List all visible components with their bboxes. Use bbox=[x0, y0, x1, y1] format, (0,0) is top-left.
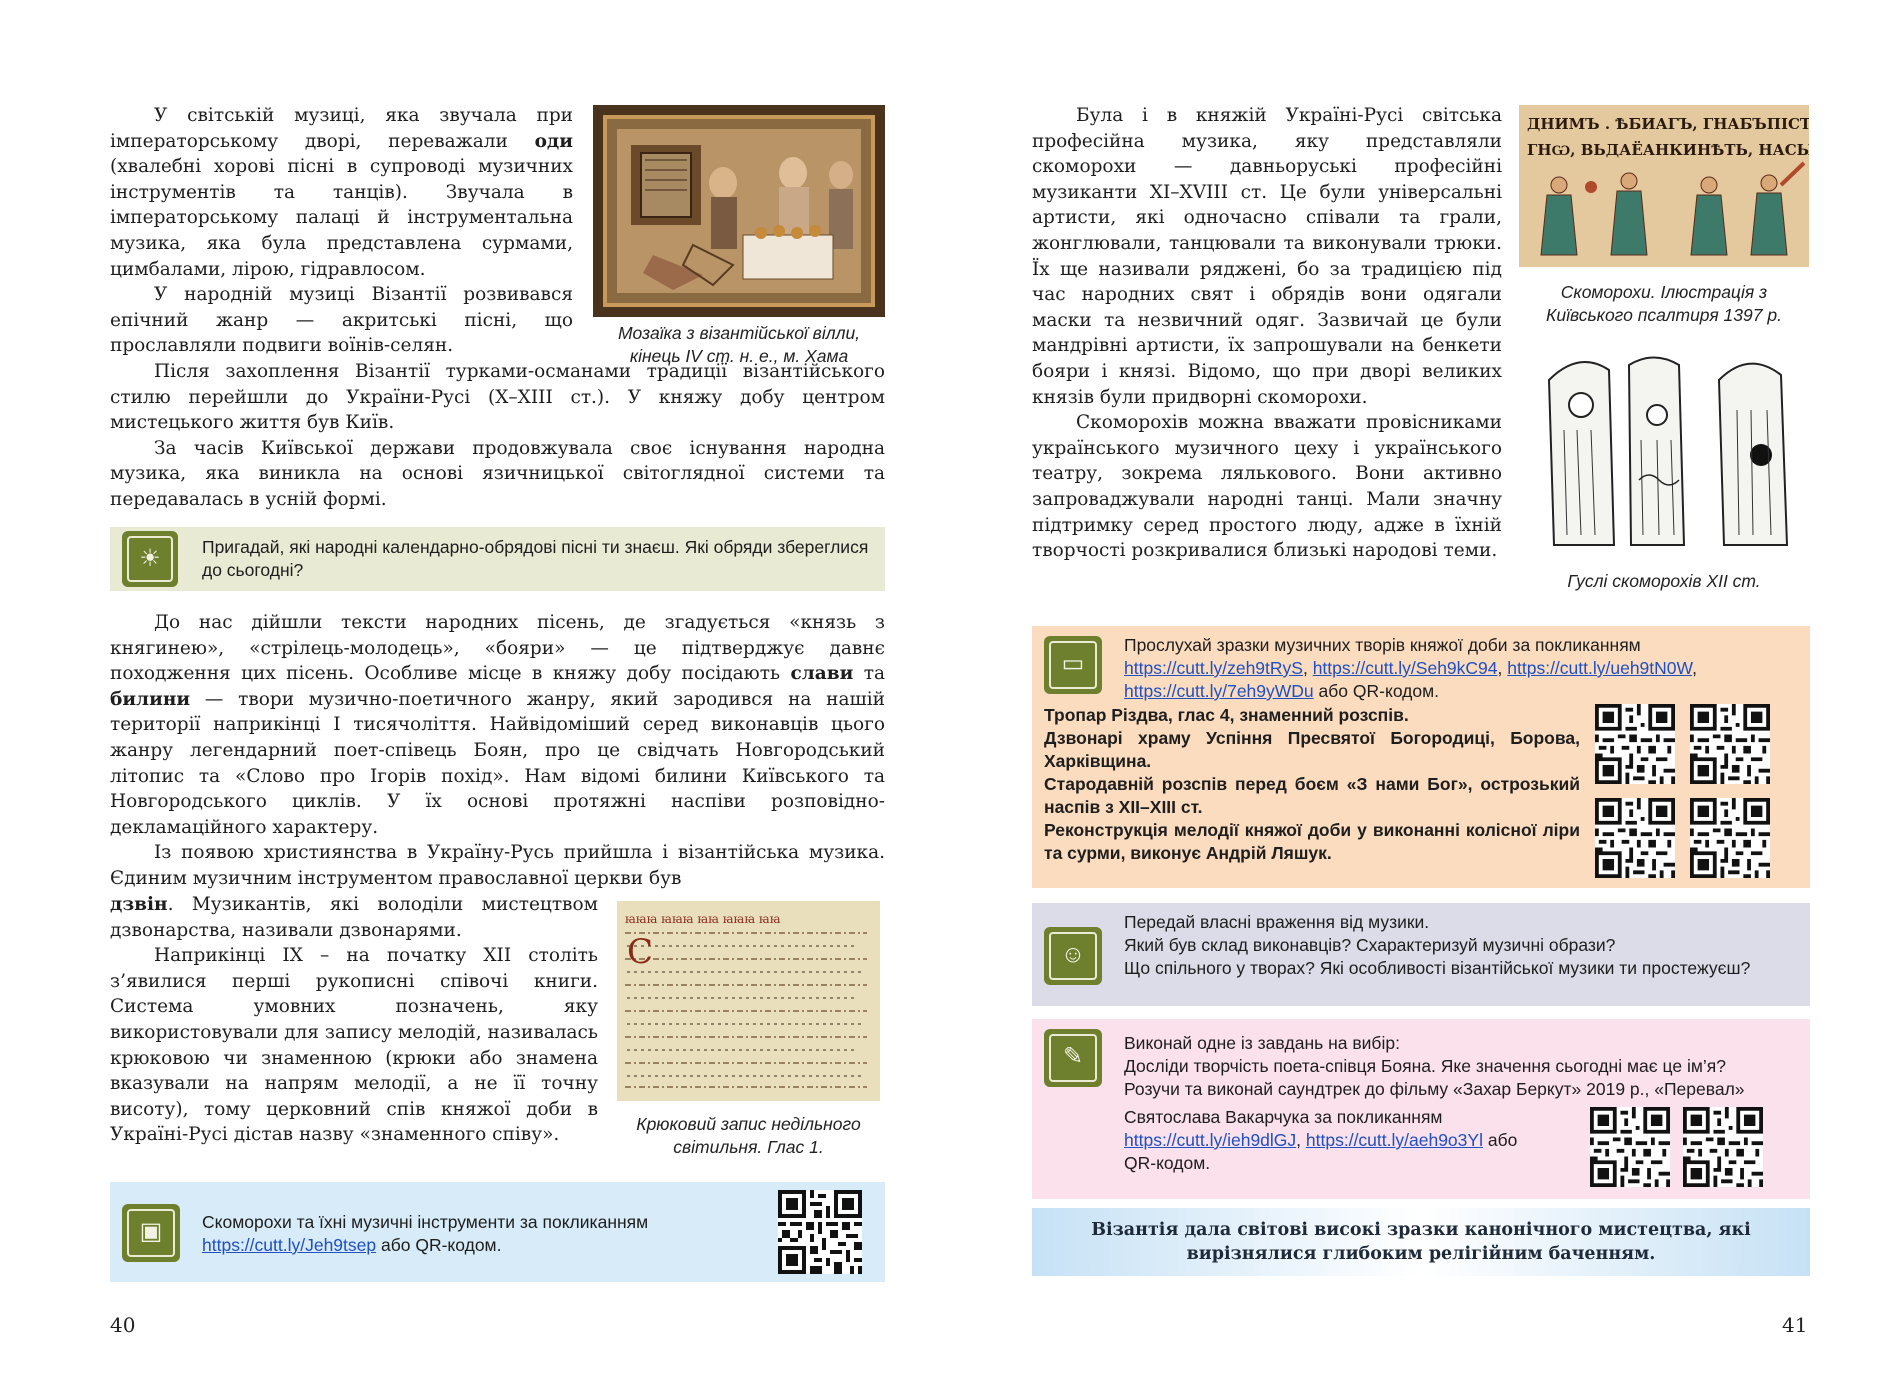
impressions-text bbox=[1124, 911, 1794, 980]
task-item: Досліди творчість поета-співця Бояна. Яке значення сьогодні має це ім’я? bbox=[1124, 1056, 1726, 1076]
task-link-2[interactable]: https://cutt.ly/aeh9o3Yl bbox=[1305, 1130, 1483, 1150]
pencil-task-icon: ✎ bbox=[1044, 1029, 1102, 1087]
laptop-icon: ▭ bbox=[1044, 636, 1102, 694]
qr-code[interactable] bbox=[1595, 798, 1675, 878]
mosaic-image bbox=[593, 105, 885, 317]
listen-link[interactable]: https://cutt.ly/Jeh9tsep bbox=[202, 1235, 377, 1255]
paragraph: дзвін. Музикантів, які володіли мистецтвом дзвонарства, називали дзвонарями. bbox=[110, 894, 598, 941]
recall-box bbox=[110, 527, 885, 591]
link-3[interactable]: https://cutt.ly/ueh9tN0W bbox=[1507, 658, 1693, 678]
listen-box bbox=[110, 1182, 885, 1282]
conclusion-text: Візантія дала світові високі зразки канонічного мистецтва, які вирізнялися глибоким релігійним баченням. bbox=[1091, 1220, 1751, 1264]
right-text-block bbox=[1032, 103, 1502, 564]
svg-text:ГНѠ, ВЬДАЁАНКИНѢТЬ, НАСЫ: ГНѠ, ВЬДАЁАНКИНѢТЬ, НАСЫ bbox=[1527, 141, 1809, 159]
group-discussion-icon: ☺ bbox=[1044, 927, 1102, 985]
task-item: Розучи та виконай саундтрек до фільму «Захар Беркут» 2019 р., «Перевал» bbox=[1124, 1079, 1745, 1099]
lightbulb-head-icon: ☀ bbox=[122, 531, 178, 587]
task-link-1[interactable]: https://cutt.ly/ieh9dlGJ bbox=[1124, 1130, 1297, 1150]
impressions-box bbox=[1032, 903, 1810, 1006]
page-number: 40 bbox=[110, 1313, 136, 1337]
task-links: Святослава Вакарчука за покликанням https://cutt.ly/ieh9dlGJ, https://cutt.ly/aeh9o3Yl або QR-кодом. bbox=[1124, 1107, 1518, 1173]
svg-text:ꙗꙗꙗ ꙗꙗꙗ ꙗꙗ ꙗꙗꙗ ꙗꙗ: ꙗꙗꙗ ꙗꙗꙗ ꙗꙗ ꙗꙗꙗ ꙗꙗ bbox=[625, 912, 781, 926]
link-1[interactable]: https://cutt.ly/zeh9tRyS bbox=[1124, 658, 1303, 678]
manuscript-image bbox=[617, 901, 880, 1101]
svg-text:С: С bbox=[627, 932, 654, 972]
task-intro: Виконай одне із завдань на вибір: bbox=[1124, 1033, 1400, 1053]
link-2[interactable]: https://cutt.ly/Seh9kC94 bbox=[1312, 658, 1498, 678]
impression-line: Передай власні враження від музики. bbox=[1124, 912, 1430, 932]
track-item: Дзвонарі храму Успіння Пресвятої Богородиці, Борова, Харківщина. bbox=[1044, 728, 1580, 771]
left-text-block-4 bbox=[110, 892, 598, 1148]
mosaic-caption: Мозаїка з візантійської вілли, кінець IV ст. н. е., м. Хама bbox=[617, 323, 861, 366]
qr-code[interactable] bbox=[1690, 704, 1770, 784]
task-text bbox=[1124, 1032, 1794, 1101]
track-list bbox=[1044, 704, 1580, 865]
svg-text:ДНИМЪ . ѢБИАГЪ, ГНАБЪПІСТІ: ДНИМЪ . ѢБИАГЪ, ГНАБЪПІСТІ bbox=[1527, 115, 1809, 133]
paragraph: За часів Київської держави продовжувала своє існування народна музика, яка виникла на основі язичницької світоглядної системи та передавалась в усній формі. bbox=[110, 437, 885, 510]
paragraph: У світській музиці, яка звучала при імператорському дворі, переважали оди (хвалебні хорові пісні в супроводі музичних інструментів та танців). Звучала в імператорському палаці й інструментальна музика, яка була представлена сурмами, цимбалами, лірою, гідравлосом. bbox=[110, 105, 573, 280]
paragraph: Наприкінці ІХ – на початку ХІІ століть з’явилися перші рукописні співочі книги. Система умовних позначень, яку використовували для запису мелодій, називалась крюковою чи знаменною (крюки або знамена вказували на напрям мелодії, а не її точну висоту), тому церковний спів княжої доби в Україні-Русі дістав назву «знаменного співу». bbox=[110, 945, 598, 1146]
listen-intro: Прослухай зразки музичних творів княжої доби за покликанням https://cutt.ly/zeh9tRyS, https://cutt.ly/Seh9kC94, https://cutt.ly/ueh9tN0W, https://cutt.ly/7eh9yWDu або QR-кодом. bbox=[1124, 635, 1697, 701]
left-text-block-2 bbox=[110, 359, 885, 513]
link-4[interactable]: https://cutt.ly/7eh9yWDu bbox=[1124, 681, 1314, 701]
impression-line: Що спільного у творах? Які особливості візантійської музики ти простежуєш? bbox=[1124, 958, 1751, 978]
gusli-illustration bbox=[1519, 350, 1809, 555]
left-text-block-1 bbox=[110, 103, 573, 359]
task-box bbox=[1032, 1019, 1810, 1199]
psalter-caption: Скоморохи. Ілюстрація з Київського псалтиря 1397 р. bbox=[1546, 282, 1782, 325]
gusli-caption: Гуслі скоморохів ХІІ ст. bbox=[1567, 571, 1761, 591]
track-item: Реконструкція мелодії княжої доби у виконанні колісної ліри та сурми, виконує Андрій Ляшук. bbox=[1044, 820, 1580, 863]
listen-examples-box bbox=[1032, 626, 1810, 888]
paragraph: Скоморохів можна вважати провісниками українського музичного цеху і українського театру, зокрема лялькового. Вони активно запроваджували народні танці. Мали значну підтримку серед простого люду, адже в їхній творчості розкривалися близькі народові теми. bbox=[1032, 412, 1502, 562]
psalter-illustration bbox=[1519, 105, 1809, 267]
impression-line: Який був склад виконавців? Схарактеризуй музичні образи? bbox=[1124, 935, 1616, 955]
qr-code[interactable] bbox=[1690, 798, 1770, 878]
conclusion-banner bbox=[1032, 1208, 1810, 1276]
qr-code[interactable] bbox=[1590, 1107, 1670, 1187]
recall-text: Пригадай, які народні календарно-обрядові пісні ти знаєш. Які обряди збереглися до сьогодні? bbox=[202, 537, 869, 580]
paragraph: У народній музиці Візантії розвивався епічний жанр — акритські пісні, що прославляли подвиги воїнів-селян. bbox=[110, 284, 573, 357]
paragraph: До нас дійшли тексти народних пісень, де згадується «князь з княгинею», «стрілець-молодець», «бояри» — це підтверджує давнє походження цих пісень. Особливе місце в княжу добу посідають слави та билини — твори музично-поетичного жанру, який зародився на нашій території наприкінці І тисячоліття. Найвідоміший серед виконавців цього жанру легендарний поет-співець Боян, про це свідчать Новгородський літопис та «Слово про Ігорів похід». Нам відомі билини Київського та Новгородського циклів. У їх основі протяжні наспіви розповідно-декламаційного характеру. bbox=[110, 612, 885, 838]
left-text-block-3 bbox=[110, 610, 885, 892]
listen-text: Скоморохи та їхні музичні інструменти за покликанням https://cutt.ly/Jeh9tsep або QR-кодом. bbox=[202, 1212, 649, 1255]
paragraph: Була і в княжій Україні-Русі світська професійна музика, яку представляли скоморохи — давньоруські професійні музиканти ХІ–ХVІІІ ст. Це були універсальні артисти, які одночасно співали та грали, жонглювали, танцювали та виконували трюки. Їх ще називали ряджені, бо за традицією під час народних свят і обрядів вони одягали маски та незвичний одяг. Зазвичай це були мандрівні артисти, їх запрошували на бенкети бояри і князі. Відомо, що при дворі великих князів були придворні скоморохи. bbox=[1032, 105, 1502, 408]
track-item: Стародавній розспів перед боєм «З нами Бог», острозький наспів з ХІІ–ХІІІ ст. bbox=[1044, 774, 1580, 817]
right-page bbox=[952, 0, 1904, 1400]
qr-code[interactable] bbox=[778, 1190, 862, 1274]
qr-code[interactable] bbox=[1595, 704, 1675, 784]
phone-qr-icon: ▣ bbox=[122, 1204, 180, 1262]
paragraph: Із появою християнства в Україну-Русь прийшла і візантійська музика. Єдиним музичним інструментом православної церкви був bbox=[110, 842, 885, 889]
page-number: 41 bbox=[1782, 1313, 1808, 1337]
manuscript-caption: Крюковий запис недільного світильня. Глас 1. bbox=[636, 1114, 861, 1157]
qr-code[interactable] bbox=[1683, 1107, 1763, 1187]
track-item: Тропар Різдва, глас 4, знаменний розспів. bbox=[1044, 705, 1409, 725]
paragraph: Після захоплення Візантії турками-османами традиції візантійського стилю перейшли до України-Русі (Х–ХІІІ ст.). У княжу добу центром мистецького життя був Київ. bbox=[110, 361, 885, 434]
